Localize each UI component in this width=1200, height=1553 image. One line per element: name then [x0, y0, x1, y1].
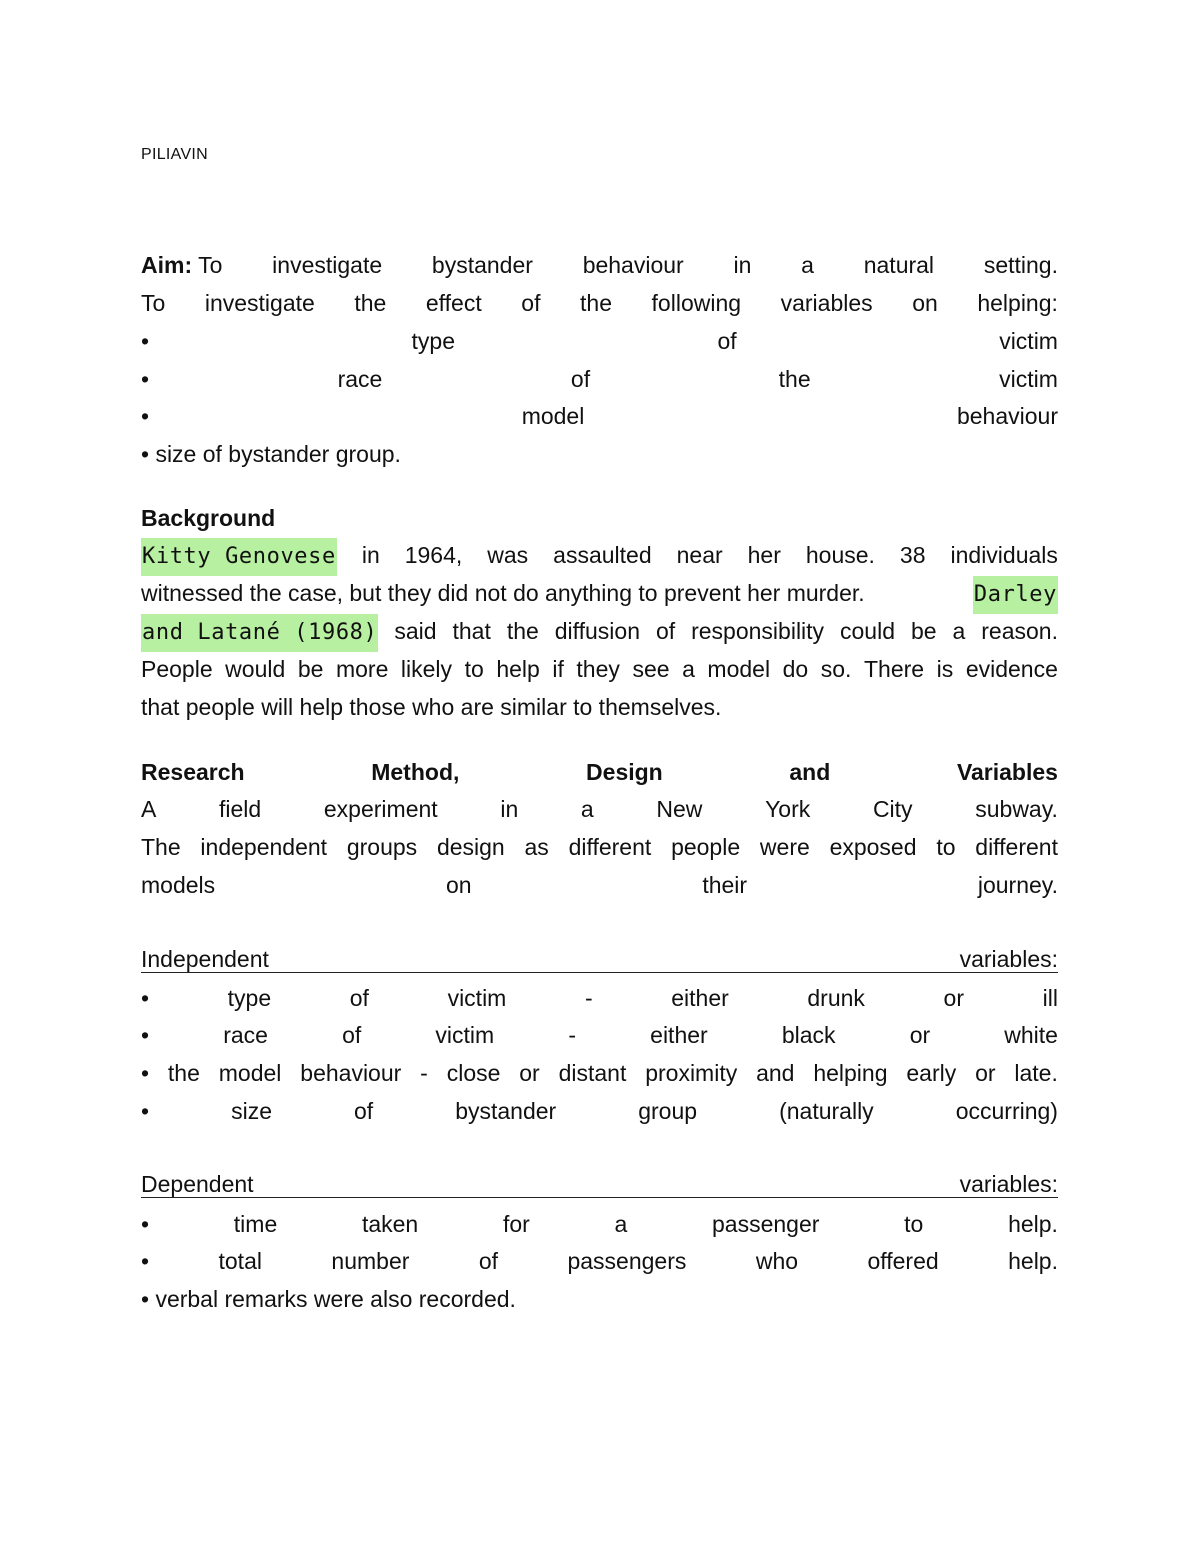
word: Variables: [956, 759, 1058, 785]
background-line-2: witnessed the case, but they did not do anything to prevent her murder. Darley: [141, 574, 1058, 612]
word: Method,: [371, 759, 460, 785]
word: a: [801, 252, 814, 278]
word: close: [446, 1060, 501, 1086]
word: different: [568, 834, 652, 860]
word: be: [297, 656, 324, 682]
word: -: [420, 1060, 428, 1086]
word: setting.: [983, 252, 1058, 278]
word: experiment: [323, 796, 438, 822]
dependent-bullet: [141, 1242, 1058, 1280]
word: a: [952, 618, 966, 644]
word: People: [141, 656, 213, 682]
word: of: [717, 328, 737, 354]
word: subway.: [975, 796, 1058, 822]
lead-group: Aim: To: [141, 252, 223, 278]
aim-bullet: [141, 322, 1058, 360]
word: type: [411, 328, 456, 354]
word: variables:: [959, 946, 1058, 972]
word: •: [141, 366, 150, 392]
independent-bullet: [141, 979, 1058, 1017]
word: would: [225, 656, 286, 682]
word: •: [141, 328, 150, 354]
word: effect: [425, 290, 482, 316]
research-line-3: [141, 866, 1058, 904]
word: individuals: [950, 542, 1058, 568]
word: a: [580, 796, 594, 822]
word: near: [676, 542, 723, 568]
aim-bullet: [141, 397, 1058, 435]
background-line-1: [141, 536, 1058, 574]
word: the: [506, 618, 539, 644]
word: •: [141, 1022, 150, 1048]
word: black: [781, 1022, 836, 1048]
word: victim: [999, 328, 1058, 354]
word: was: [487, 542, 529, 568]
word: be: [910, 618, 937, 644]
research-line-1: [141, 790, 1058, 828]
word: model: [521, 403, 585, 429]
word: occurring): [955, 1098, 1058, 1124]
word: her: [747, 542, 781, 568]
word: see: [632, 656, 670, 682]
word: responsibility: [691, 618, 825, 644]
word: size: [231, 1098, 272, 1124]
word: behaviour: [956, 403, 1058, 429]
word: York: [765, 796, 811, 822]
word: time: [233, 1211, 278, 1237]
word: a: [682, 656, 695, 682]
word: distant: [558, 1060, 627, 1086]
word: that: [452, 618, 491, 644]
aim-bullet: [141, 360, 1058, 398]
word: reason.: [981, 618, 1058, 644]
word: more: [335, 656, 389, 682]
word: so.: [820, 656, 852, 682]
research-line-2: [141, 828, 1058, 866]
independent-bullet: [141, 1054, 1058, 1092]
background-line-3: [141, 612, 1058, 650]
word: Research: [141, 759, 245, 785]
word: of: [655, 618, 676, 644]
word: variables:: [959, 1171, 1058, 1197]
dependent-heading: [141, 1167, 1058, 1198]
citation-highlight: Darley: [973, 576, 1058, 614]
word: race: [223, 1022, 268, 1048]
word: white: [1004, 1022, 1058, 1048]
word: either: [650, 1022, 708, 1048]
word: group: [638, 1098, 698, 1124]
research-heading: [141, 753, 1058, 791]
word: the: [580, 290, 612, 316]
aim-line-1: [141, 246, 1058, 284]
independent-heading: [141, 942, 1058, 973]
word: A: [141, 796, 157, 822]
word: model: [707, 656, 771, 682]
word: as: [524, 834, 549, 860]
word: bystander: [455, 1098, 557, 1124]
word: race: [337, 366, 383, 392]
word: following: [651, 290, 742, 316]
background-heading: Background: [141, 505, 276, 531]
word: or: [975, 1060, 996, 1086]
word: people: [671, 834, 741, 860]
word: passengers: [567, 1248, 687, 1274]
word: models: [141, 872, 216, 898]
word: •: [141, 1098, 150, 1124]
word: to: [936, 834, 956, 860]
word: variables: [780, 290, 873, 316]
aim-bullet: • size of bystander group.: [141, 441, 401, 467]
word: in: [500, 796, 519, 822]
word: number: [331, 1248, 410, 1274]
word: either: [671, 985, 729, 1011]
word: in: [733, 252, 752, 278]
word: the: [167, 1060, 200, 1086]
word: on: [445, 872, 472, 898]
word: type: [227, 985, 272, 1011]
word: in: [361, 542, 380, 568]
aim-line-2: [141, 284, 1058, 322]
word: -: [584, 985, 593, 1011]
word: (naturally: [779, 1098, 874, 1124]
word: do: [782, 656, 809, 682]
word: total: [218, 1248, 262, 1274]
word: natural: [863, 252, 935, 278]
word: who: [755, 1248, 799, 1274]
word: •: [141, 1060, 150, 1086]
word: help.: [1008, 1211, 1058, 1237]
word: assaulted: [553, 542, 652, 568]
page-header: PILIAVIN: [141, 146, 209, 163]
word: for: [502, 1211, 530, 1237]
word: of: [354, 1098, 374, 1124]
word: bystander: [431, 252, 533, 278]
word: or: [909, 1022, 931, 1048]
word: their: [702, 872, 748, 898]
word: Design: [586, 759, 663, 785]
word: investigate: [272, 252, 383, 278]
word: 1964,: [404, 542, 463, 568]
word: •: [141, 985, 150, 1011]
dependent-bullet: • verbal remarks were also recorded.: [141, 1286, 516, 1312]
word: The: [141, 834, 181, 860]
word: Independent: [141, 946, 269, 972]
citation-highlight: and Latané (1968): [141, 614, 378, 652]
word: City: [872, 796, 913, 822]
word: behaviour: [582, 252, 684, 278]
word: and: [756, 1060, 795, 1086]
word: model: [218, 1060, 282, 1086]
word: New: [656, 796, 703, 822]
word: of: [570, 366, 591, 392]
word: a: [614, 1211, 628, 1237]
word: different: [975, 834, 1058, 860]
word: early: [906, 1060, 957, 1086]
word: on: [912, 290, 938, 316]
word: 38: [899, 542, 926, 568]
word: evidence: [965, 656, 1058, 682]
word: said: [394, 618, 437, 644]
citation-highlight: Kitty Genovese: [141, 538, 337, 576]
word: helping: [813, 1060, 888, 1086]
word: house.: [805, 542, 875, 568]
independent-bullet: [141, 1016, 1058, 1054]
word: of: [478, 1248, 499, 1274]
word: independent: [200, 834, 328, 860]
word: design: [436, 834, 505, 860]
word: behaviour: [300, 1060, 402, 1086]
word: -: [568, 1022, 577, 1048]
word: help.: [1008, 1248, 1058, 1274]
word: offered: [867, 1248, 939, 1274]
word: likely: [400, 656, 453, 682]
word: field: [219, 796, 262, 822]
word: •: [141, 403, 150, 429]
word: could: [840, 618, 895, 644]
word: passenger: [712, 1211, 820, 1237]
word: diffusion: [554, 618, 641, 644]
word: groups: [346, 834, 418, 860]
word: exposed: [829, 834, 917, 860]
word: is: [936, 656, 954, 682]
word: the: [354, 290, 387, 316]
background-line-5: that people will help those who are similar to themselves.: [141, 694, 722, 720]
word: the: [778, 366, 811, 392]
aim-label: Aim:: [141, 252, 193, 278]
word: if: [552, 656, 564, 682]
word: to: [464, 656, 484, 682]
word: Dependent: [141, 1171, 254, 1197]
word: to: [904, 1211, 924, 1237]
word: of: [342, 1022, 362, 1048]
word: or: [943, 985, 964, 1011]
word: late.: [1014, 1060, 1058, 1086]
word: •: [141, 1211, 150, 1237]
word: help: [496, 656, 540, 682]
word: ill: [1042, 985, 1058, 1011]
background-line-4: [141, 650, 1058, 688]
dependent-bullet: [141, 1205, 1058, 1243]
word: they: [576, 656, 620, 682]
word: victim: [435, 1022, 495, 1048]
word: helping:: [977, 290, 1058, 316]
word: victim: [447, 985, 507, 1011]
word: proximity: [645, 1060, 738, 1086]
word: and: [789, 759, 831, 785]
word: journey.: [977, 872, 1058, 898]
word: drunk: [807, 985, 865, 1011]
word: To: [141, 290, 166, 316]
word: investigate: [204, 290, 315, 316]
word: were: [759, 834, 810, 860]
word: victim: [999, 366, 1058, 392]
word: of: [349, 985, 369, 1011]
word: or: [519, 1060, 540, 1086]
independent-bullet: [141, 1092, 1058, 1130]
word: •: [141, 1248, 150, 1274]
word: taken: [361, 1211, 419, 1237]
word: of: [521, 290, 541, 316]
word: There: [864, 656, 925, 682]
